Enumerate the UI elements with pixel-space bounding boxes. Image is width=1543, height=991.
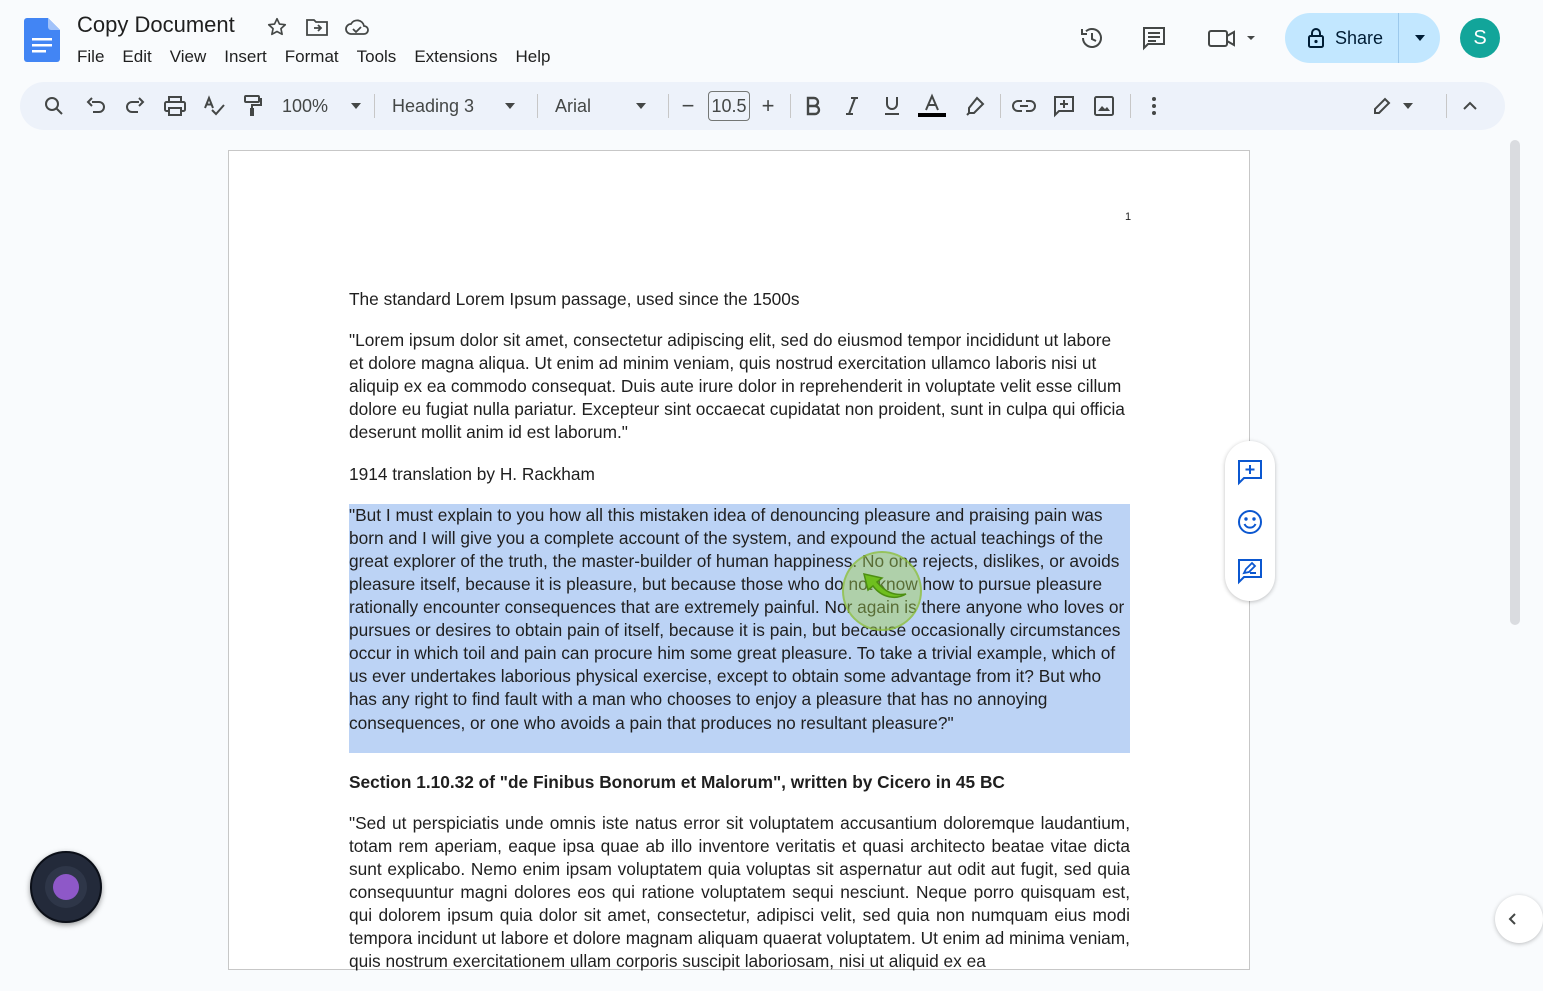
zoom-value: 100% (282, 95, 329, 116)
paragraph-style-value: Heading 3 (392, 95, 475, 116)
document-title[interactable]: Copy Document (77, 12, 235, 37)
menu-edit[interactable]: Edit (122, 47, 152, 66)
spellcheck-icon[interactable] (200, 91, 228, 121)
font-family-value: Arial (555, 95, 592, 116)
highlight-color-icon[interactable] (961, 91, 989, 121)
text-color-icon[interactable] (917, 91, 947, 121)
suggest-edits-icon[interactable] (1237, 558, 1263, 584)
page-number: 1 (1125, 211, 1132, 223)
pencil-icon (1372, 96, 1392, 116)
underline-icon[interactable] (879, 91, 905, 121)
bold-icon[interactable] (800, 91, 826, 121)
paint-format-icon[interactable] (239, 91, 267, 121)
undo-icon[interactable] (82, 91, 110, 121)
menu-help[interactable]: Help (515, 47, 551, 66)
record-dot-icon (53, 874, 79, 900)
caret-down-icon (635, 102, 647, 110)
caret-down-icon (1402, 102, 1414, 110)
redo-icon[interactable] (121, 91, 149, 121)
increase-font-size-button[interactable]: + (761, 93, 775, 118)
caret-down-icon (350, 102, 362, 110)
version-history-icon[interactable] (1072, 18, 1112, 58)
font-size-input[interactable]: 10.5 (708, 91, 750, 121)
decrease-font-size-button[interactable]: − (681, 93, 695, 118)
document-page[interactable] (228, 150, 1250, 970)
formatting-toolbar (20, 82, 1505, 130)
account-avatar[interactable]: S (1460, 18, 1500, 58)
menu-file[interactable]: File (77, 47, 105, 66)
more-options-icon[interactable] (1140, 91, 1168, 121)
selected-paragraph[interactable]: "But I must explain to you how all this mistaken idea of denouncing pleasure and praising pain was born and I will give you a complete account of the system, and expound the actual teachings of the great explorer of the truth, the master-builder of human happiness. No one rejects, dislikes, or avoids pleasure itself, because it is pleasure, but because those who do not know how to pursue pleasure rationally encounter consequences that are extremely painful. Nor again is there anyone who loves or pursues or desires to obtain pain of itself, because it is pain, but because occasionally circumstances occur in which toil and pain can procure him some great pleasure. To take a trivial example, which of us ever undertakes laborious physical exercise, except to obtain some advantage from it? But who has any right to find fault with a man who chooses to enjoy a pleasure that has no annoying consequences, or one who avoids a pain that produces no resultant pleasure?" (349, 504, 1130, 753)
cursor-arrow-icon (860, 570, 908, 610)
app-header (0, 0, 1525, 80)
caret-down-icon (504, 102, 516, 110)
add-comment-icon[interactable] (1050, 91, 1078, 121)
menu-extensions[interactable]: Extensions (414, 47, 498, 66)
document-body[interactable] (349, 288, 1130, 991)
section-heading[interactable]: Section 1.10.32 of "de Finibus Bonorum et Malorum", written by Cicero in 45 BC (349, 771, 1005, 792)
chevron-left-icon (1507, 912, 1517, 926)
menu-format[interactable]: Format (284, 47, 339, 66)
insert-link-icon[interactable] (1010, 91, 1038, 121)
paragraph-title[interactable]: The standard Lorem Ipsum passage, used since the 1500s (349, 289, 800, 309)
caret-down-icon (1414, 34, 1426, 42)
paragraph-lorem[interactable]: "Lorem ipsum dolor sit amet, consectetur adipiscing elit, sed do eiusmod tempor incididunt ut labore et dolore magna aliqua. Ut enim ad minim veniam, quis nostrud exercitation ullamco laboris nisi ut aliquip ex ea commodo consequat. Duis aute irure dolor in reprehenderit in voluptate velit esse cillum dolore eu fugiat nulla pariatur. Excepteur sint occaecat cupidatat non proident, sunt in culpa qui officia deserunt mollit anim id est laborum." (349, 330, 1125, 443)
meet-video-button[interactable] (1200, 18, 1260, 58)
menu-insert[interactable]: Insert (224, 47, 267, 66)
italic-icon[interactable] (839, 91, 865, 121)
hide-menus-chevron-up-icon[interactable] (1456, 91, 1484, 121)
search-menus-icon[interactable] (40, 91, 68, 121)
font-family-select[interactable] (555, 91, 653, 121)
paragraph-translation-heading[interactable]: 1914 translation by H. Rackham (349, 463, 595, 484)
share-button[interactable] (1285, 13, 1399, 63)
comments-icon[interactable] (1134, 18, 1174, 58)
editing-mode-select[interactable] (1368, 91, 1418, 121)
menu-view[interactable]: View (169, 47, 207, 66)
menu-tools[interactable]: Tools (356, 47, 397, 66)
share-dropdown-button[interactable] (1399, 13, 1440, 63)
share-label: Share (1335, 27, 1384, 48)
add-comment-icon[interactable] (1237, 459, 1263, 485)
recording-widget[interactable] (30, 851, 102, 923)
insert-image-icon[interactable] (1090, 91, 1118, 121)
emoji-reaction-icon[interactable] (1237, 509, 1263, 535)
floating-actions (1225, 441, 1275, 601)
paragraph-style-select[interactable] (392, 91, 522, 121)
paragraph-sed-ut[interactable]: "Sed ut perspiciatis unde omnis iste natus error sit voluptatem accusantium doloremque laudantium, totam rem aperiam, eaque ipsa quae ab illo inventore veritatis et quasi architecto beatae vitae dicta sunt explicabo. Nemo enim ipsam voluptatem quia voluptas sit aspernatur aut odit aut fugit, sed quia consequuntur magni dolores eos qui ratione voluptatem sequi nesciunt. Neque porro quisquam est, qui dolorem ipsum quia dolor sit amet, consectetur, adipisci velit, sed quia non numquam eius modi tempora incidunt ut labore et dolore magnam aliquam quaerat voluptatem. Ut enim ad minima veniam, quis nostrum exercitationem ullam corporis suscipit laboriosam, nisi ut aliquid ex ea (349, 812, 1130, 972)
side-panel-toggle[interactable] (1495, 895, 1543, 943)
share-button-group (1285, 13, 1440, 63)
zoom-select[interactable] (282, 91, 362, 121)
vertical-scrollbar[interactable] (1510, 140, 1520, 625)
print-icon[interactable] (161, 91, 189, 121)
lock-icon (1307, 27, 1325, 49)
